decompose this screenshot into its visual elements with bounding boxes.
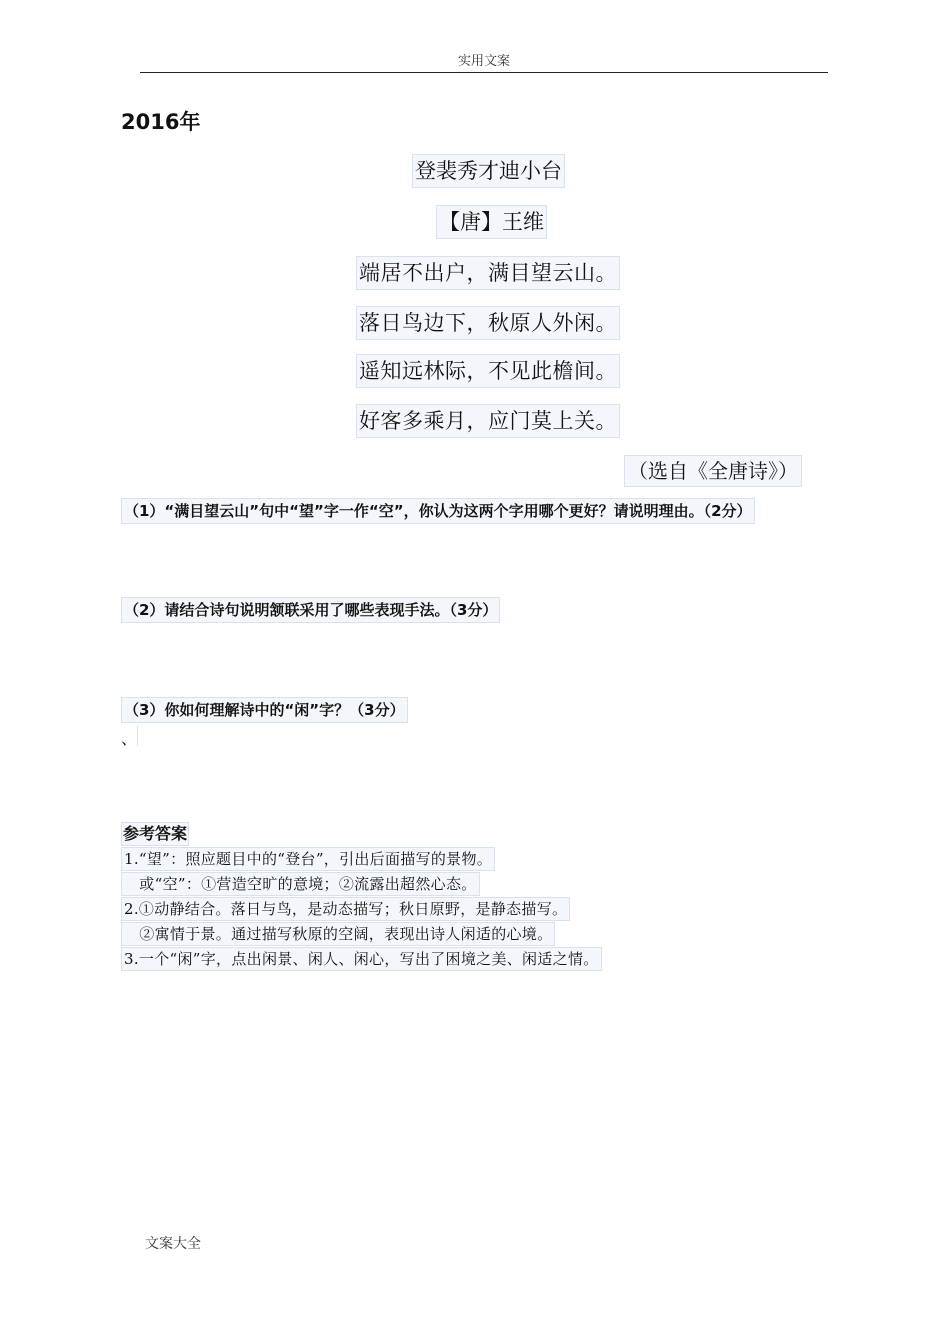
poem-source: （选自《全唐诗》） bbox=[624, 455, 802, 487]
poem-title: 登裴秀才迪小台 bbox=[412, 154, 565, 188]
poem-line-3: 遥知远林际，不见此檐间。 bbox=[356, 354, 620, 388]
answer-line-2: 或“空”：①营造空旷的意境；②流露出超然心态。 bbox=[121, 872, 480, 896]
answers-heading: 参考答案 bbox=[121, 822, 189, 846]
answer-line-4: ②寓情于景。通过描写秋原的空阔，表现出诗人闲适的心境。 bbox=[121, 922, 555, 946]
page-header: 实用文案 bbox=[140, 54, 828, 73]
page-footer: 文案大全 bbox=[145, 1236, 201, 1252]
answer-line-3: 2.①动静结合。落日与鸟，是动态描写；秋日原野，是静态描写。 bbox=[121, 897, 570, 921]
answer-line-5: 3.一个“闲”字，点出闲景、闲人、闲心，写出了困境之美、闲适之情。 bbox=[121, 947, 602, 971]
question-3: （3）你如何理解诗中的“闲”字？（3分） bbox=[121, 697, 408, 723]
question-1: （1）“满目望云山”句中“望”字一作“空”，你认为这两个字用哪个更好？请说明理由。（2分） bbox=[121, 498, 755, 524]
answer-line-1: 1.“望”：照应题目中的“登台”，引出后面描写的景物。 bbox=[121, 847, 495, 871]
stray-mark: 、 bbox=[121, 726, 138, 746]
year-heading: 2016年 bbox=[121, 110, 201, 134]
poem-line-1: 端居不出户，满目望云山。 bbox=[356, 256, 620, 290]
poem-author: 【唐】王维 bbox=[436, 205, 547, 239]
poem-line-4: 好客多乘月，应门莫上关。 bbox=[356, 404, 620, 438]
poem-line-2: 落日鸟边下，秋原人外闲。 bbox=[356, 306, 620, 340]
question-2: （2）请结合诗句说明颔联采用了哪些表现手法。（3分） bbox=[121, 597, 500, 623]
